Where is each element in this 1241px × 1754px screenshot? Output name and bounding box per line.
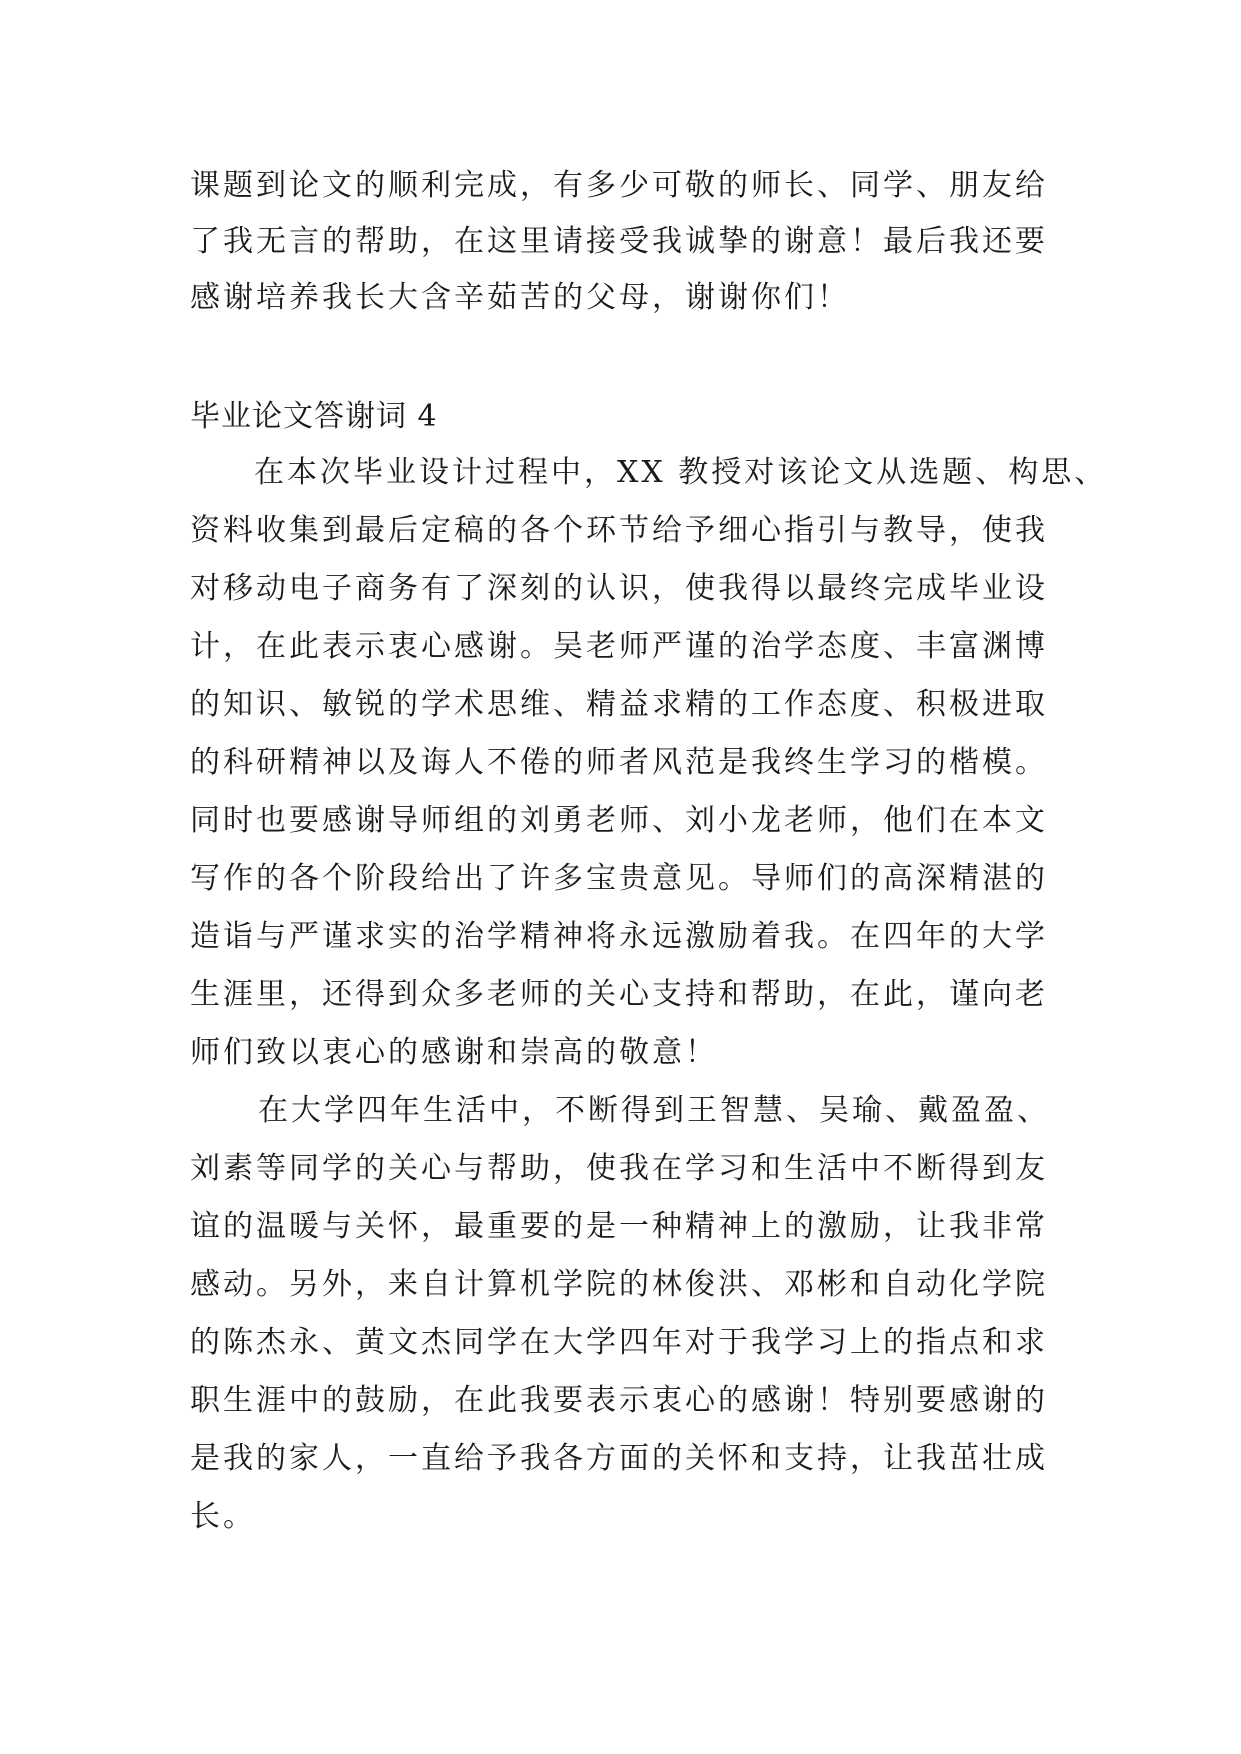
paragraph-line: 感动。另外，来自计算机学院的林俊洪、邓彬和自动化学院 bbox=[190, 1267, 1048, 1302]
paragraph-line: 对移动电子商务有了深刻的认识，使我得以最终完成毕业设 bbox=[190, 571, 1048, 606]
paragraph-line: 的知识、敏锐的学术思维、精益求精的工作态度、积极进取 bbox=[190, 687, 1048, 722]
paragraph-line: 同时也要感谢导师组的刘勇老师、刘小龙老师，他们在本文 bbox=[190, 803, 1048, 838]
paragraph-line: 资料收集到最后定稿的各个环节给予细心指引与教导，使我 bbox=[190, 513, 1048, 548]
paragraph-line: 长。 bbox=[190, 1499, 256, 1534]
paragraph-line: 在大学四年生活中，不断得到王智慧、吴瑜、戴盈盈、 bbox=[258, 1093, 1050, 1128]
paragraph-line: 是我的家人，一直给予我各方面的关怀和支持，让我茁壮成 bbox=[190, 1441, 1048, 1476]
paragraph-line: 在本次毕业设计过程中，XX 教授对该论文从选题、构思、 bbox=[254, 455, 1108, 490]
paragraph-line: 刘素等同学的关心与帮助，使我在学习和生活中不断得到友 bbox=[190, 1151, 1048, 1186]
paragraph-line: 谊的温暖与关怀，最重要的是一种精神上的激励，让我非常 bbox=[190, 1209, 1048, 1244]
paragraph-line: 师们致以衷心的感谢和崇高的敬意！ bbox=[190, 1035, 718, 1070]
paragraph-line: 计，在此表示衷心感谢。吴老师严谨的治学态度、丰富渊博 bbox=[190, 629, 1048, 664]
paragraph-line: 的科研精神以及诲人不倦的师者风范是我终生学习的楷模。 bbox=[190, 745, 1048, 780]
paragraph-line: 的陈杰永、黄文杰同学在大学四年对于我学习上的指点和求 bbox=[190, 1325, 1048, 1360]
paragraph-line: 生涯里，还得到众多老师的关心支持和帮助，在此，谨向老 bbox=[190, 977, 1048, 1012]
paragraph-line: 写作的各个阶段给出了许多宝贵意见。导师们的高深精湛的 bbox=[190, 861, 1048, 896]
intro-line: 课题到论文的顺利完成，有多少可敬的师长、同学、朋友给 bbox=[190, 168, 1048, 203]
intro-line: 感谢培养我长大含辛茹苦的父母，谢谢你们！ bbox=[190, 280, 850, 315]
section-title: 毕业论文答谢词 4 bbox=[190, 399, 438, 434]
intro-line: 了我无言的帮助，在这里请接受我诚挚的谢意！最后我还要 bbox=[190, 224, 1048, 259]
paragraph-line: 造诣与严谨求实的治学精神将永远激励着我。在四年的大学 bbox=[190, 919, 1048, 954]
paragraph-line: 职生涯中的鼓励，在此我要表示衷心的感谢！特别要感谢的 bbox=[190, 1383, 1048, 1418]
